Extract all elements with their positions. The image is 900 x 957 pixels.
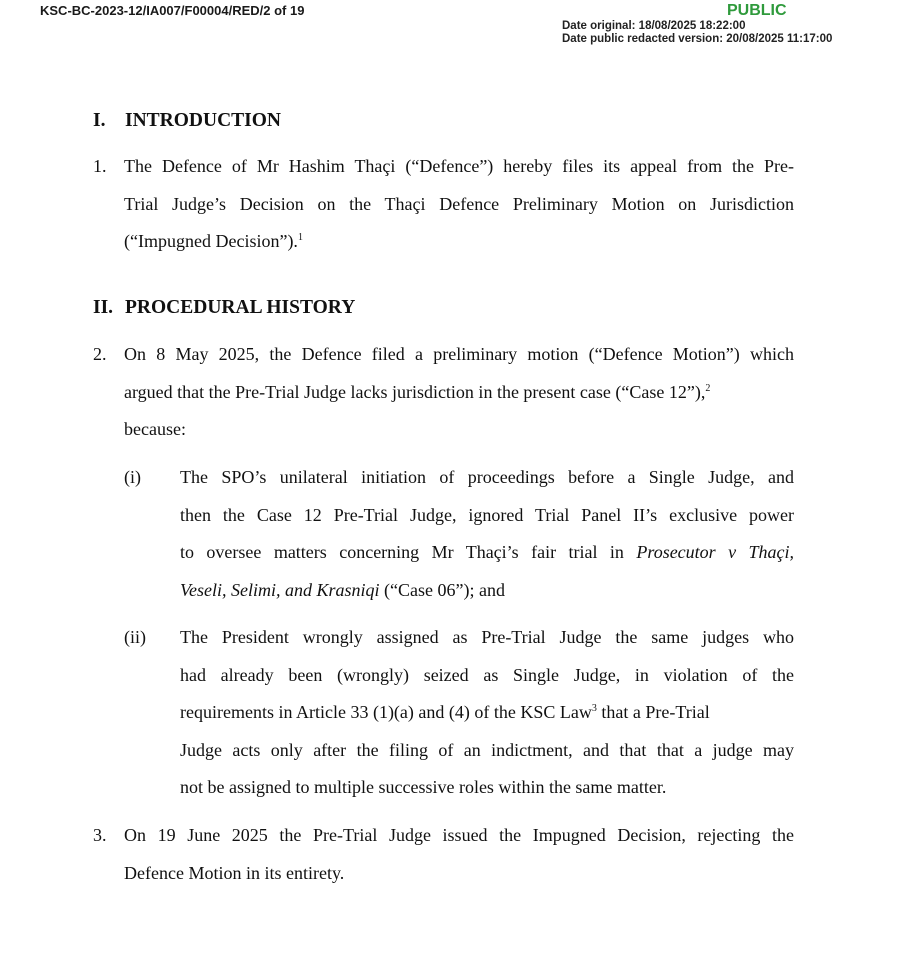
subparagraph-line — [180, 572, 794, 610]
date-original: Date original: 18/08/2025 18:22:00 — [562, 20, 746, 32]
case-name-italic: Prosecutor v Thaçi, — [636, 542, 795, 562]
subparagraph-line — [180, 534, 794, 572]
subparagraph-line-text: to oversee matters concerning Mr Thaçi’s fair trial in — [180, 542, 624, 562]
paragraph-line: On 8 May 2025, the Defence filed a preliminary motion (“Defence Motion”) which — [124, 344, 794, 364]
subparagraph-line: The SPO’s unilateral initiation of proceedings before a Single Judge, and — [180, 467, 794, 487]
paragraph-number: 2. — [93, 344, 107, 364]
section-title: INTRODUCTION — [125, 110, 282, 131]
section-number: I. — [93, 110, 106, 131]
subparagraph-line: not be assigned to multiple successive roles within the same matter. — [180, 777, 667, 797]
paragraph-line: because: — [124, 419, 186, 439]
classification-label: PUBLIC — [727, 2, 787, 19]
subparagraph-line: Judge acts only after the filing of an indictment, and that that a judge may — [180, 739, 794, 760]
document-reference: KSC-BC-2023-12/IA007/F00004/RED/2 of 19 — [40, 3, 305, 18]
paragraph-text — [124, 817, 794, 892]
header-meta — [562, 2, 882, 46]
subparagraph-text — [180, 619, 794, 807]
date-public-redacted: Date public redacted version: 20/08/2025 11:17:00 — [562, 33, 833, 45]
section-number: II. — [93, 297, 114, 318]
paragraph-line — [124, 223, 794, 261]
paragraph-text — [124, 336, 794, 449]
case-name-italic: Veseli, Selimi, and Krasniqi — [180, 579, 380, 600]
subparagraph-line: had already been (wrongly) seized as Single Judge, in violation of the — [180, 664, 794, 685]
paragraph-line — [124, 374, 794, 412]
subparagraph-text — [180, 459, 794, 609]
paragraph-line-text: argued that the Pre-Trial Judge lacks jurisdiction in the present case (“Case 12”), — [124, 381, 706, 402]
footnote-marker[interactable]: 1 — [297, 232, 303, 243]
paragraph-number: 1. — [93, 156, 107, 176]
subparagraph-line — [180, 694, 794, 732]
subparagraph-line-text: requirements in Article 33 (1)(a) and (4) of the KSC Law — [180, 702, 592, 722]
paragraph-line: On 19 June 2025 the Pre-Trial Judge issued the Impugned Decision, rejecting the — [124, 825, 794, 845]
paragraph-line: Trial Judge’s Decision on the Thaçi Defence Preliminary Motion on Jurisdiction — [124, 193, 794, 214]
paragraph-line: Defence Motion in its entirety. — [124, 862, 345, 883]
section-title: PROCEDURAL HISTORY — [125, 297, 356, 318]
subparagraph-line-text: (“Case 06”); and — [379, 579, 505, 600]
paragraph-line-text: (“Impugned Decision”). — [124, 231, 298, 251]
subparagraph-line: The President wrongly assigned as Pre-Trial Judge the same judges who — [180, 627, 794, 647]
paragraph-text — [124, 148, 794, 261]
section-heading-procedural-history — [93, 297, 355, 319]
subparagraph-number: (i) — [124, 467, 141, 487]
subparagraph-number: (ii) — [124, 627, 146, 647]
section-heading-introduction — [93, 110, 281, 132]
paragraph-number: 3. — [93, 825, 107, 845]
footnote-marker[interactable]: 3 — [591, 703, 597, 714]
subparagraph-line-text: that a Pre-Trial — [596, 702, 710, 722]
footnote-marker[interactable]: 2 — [705, 382, 711, 394]
paragraph-line: The Defence of Mr Hashim Thaçi (“Defence”) hereby files its appeal from the Pre- — [124, 156, 794, 176]
subparagraph-line: then the Case 12 Pre-Trial Judge, ignored Trial Panel II’s exclusive power — [180, 504, 794, 525]
